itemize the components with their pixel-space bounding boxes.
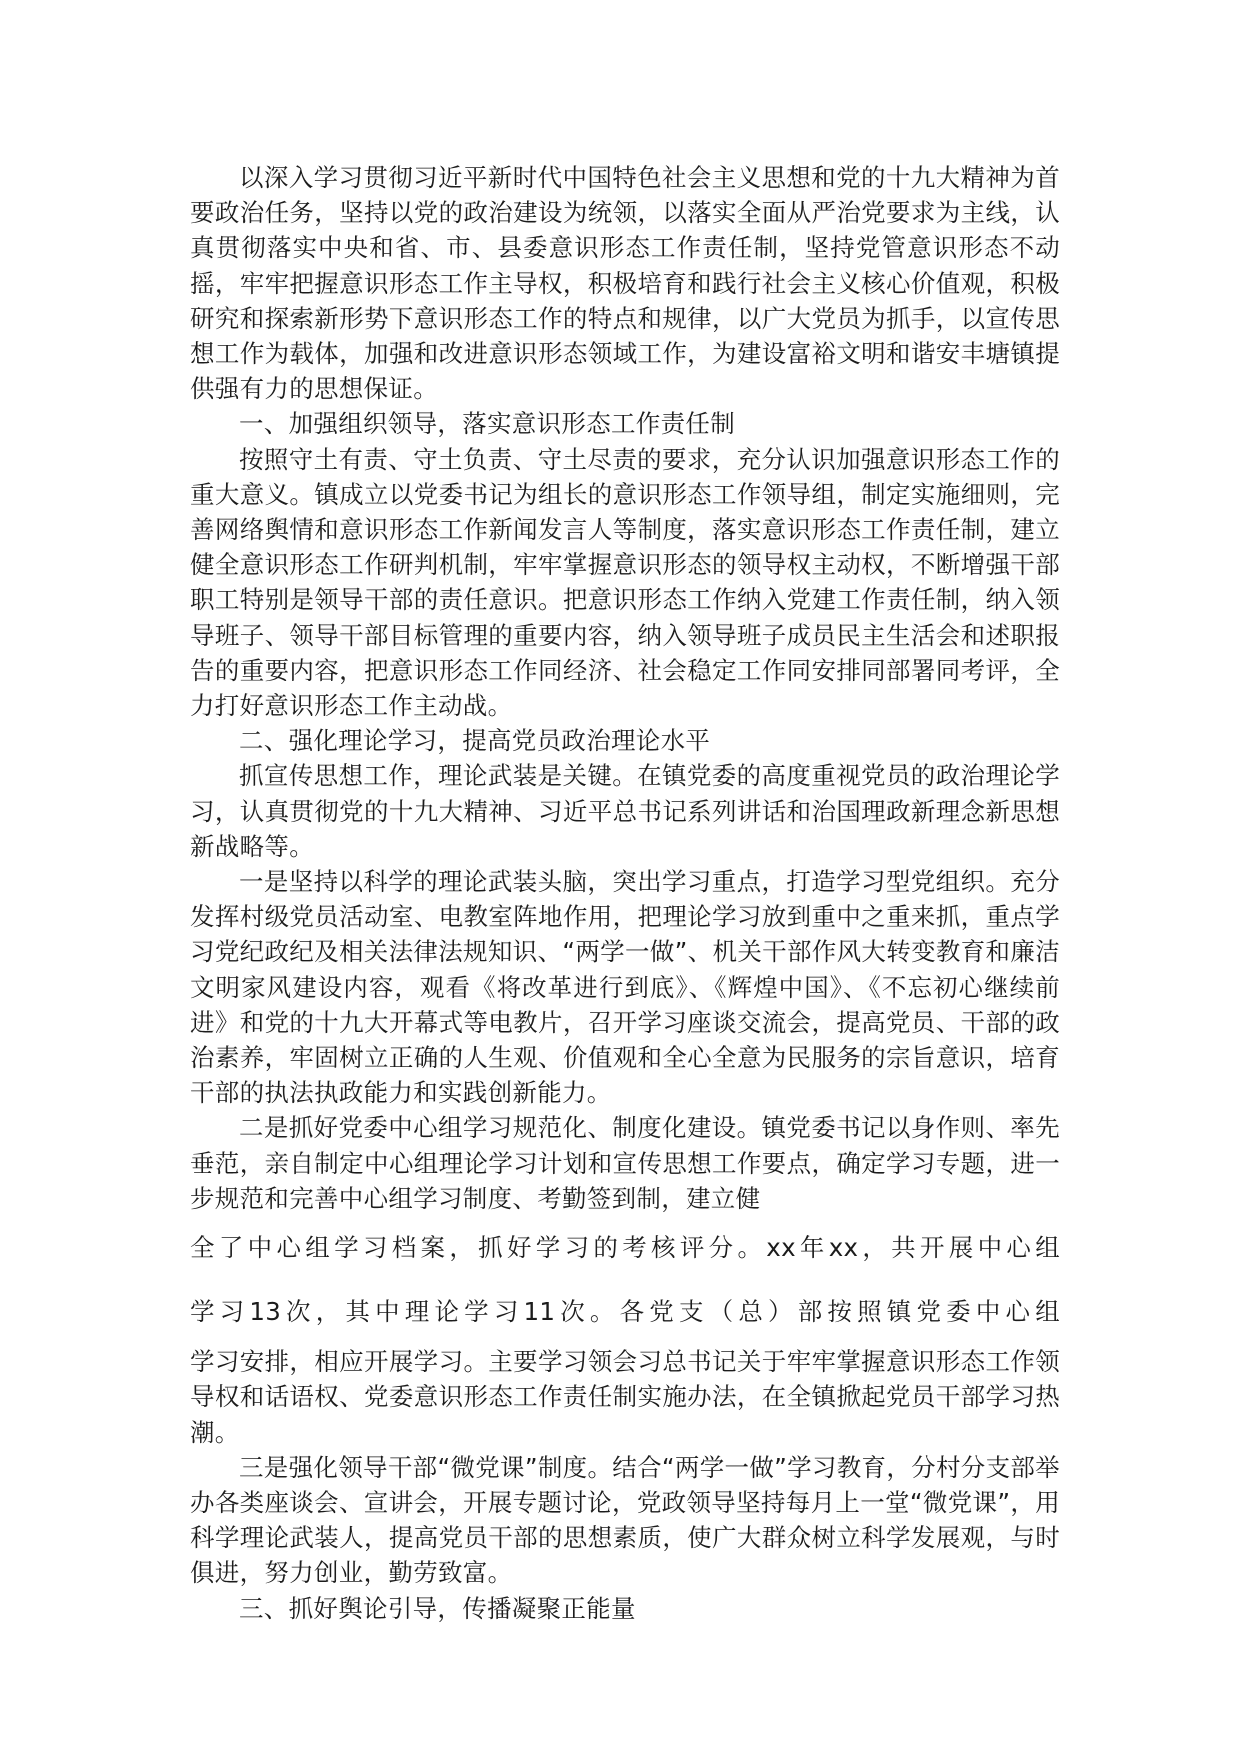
- section-2-intro-paragraph: 抓宣传思想工作，理论武装是关键。在镇党委的高度重视党员的政治理论学习，认真贯彻党的十九大精神、习近平总书记系列讲话和治国理政新理念新思想新战略等。: [190, 761, 1060, 861]
- section-heading-1: 一、加强组织领导，落实意识形态工作责任制: [239, 409, 735, 439]
- section-2-item-2-paragraph: 二是抓好党委中心组学习规范化、制度化建设。镇党委书记以身作则、率先垂范，亲自制定中心组理论学习计划和宣传思想工作要点，确定学习专题，进一步规范和完善中心组学习制度、考勤签到制，建立健: [190, 1113, 1060, 1213]
- section-2-item-2-continuation: 学习安排，相应开展学习。主要学习领会习总书记关于牢牢掌握意识形态工作领导权和话语权、党委意识形态工作责任制实施办法，在全镇掀起党员干部学习热潮。: [190, 1347, 1060, 1447]
- section-1-paragraph: 按照守土有责、守土负责、守土尽责的要求，充分认识加强意识形态工作的重大意义。镇成立以党委书记为组长的意识形态工作领导组，制定实施细则，完善网络舆情和意识形态工作新闻发言人等制度，落实意识形态工作责任制，建立健全意识形态工作研判机制，牢牢掌握意识形态的领导权主动权，不断增强干部职工特别是领导干部的责任意识。把意识形态工作纳入党建工作责任制，纳入领导班子、领导干部目标管理的重要内容，纳入领导班子成员民主生活会和述职报告的重要内容，把意识形态工作同经济、社会稳定工作同安排同部署同考评，全力打好意识形态工作主动战。: [190, 444, 1060, 721]
- section-heading-3: 三、抓好舆论引导，传播凝聚正能量: [239, 1593, 636, 1623]
- section-2-item-3-paragraph: 三是强化领导干部“微党课”制度。结合“两学一做”学习教育，分村分支部举办各类座谈会、宣讲会，开展专题讨论，党政领导坚持每月上一堂“微党课”，用科学理论武装人，提高党员干部的思想素质，使广大群众树立科学发展观，与时俱进，努力创业，勤劳致富。: [190, 1452, 1060, 1588]
- section-2-item-1-paragraph: 一是坚持以科学的理论武装头脑，突出学习重点，打造学习型党组织。充分发挥村级党员活动室、电教室阵地作用，把理论学习放到重中之重来抓，重点学习党纪政纪及相关法律法规知识、“两学一做”、机关干部作风大转变教育和廉洁文明家风建设内容，观看《将改革进行到底》、《辉煌中国》、《不忘初心继续前进》和党的十九大开幕式等电教片，召开学习座谈交流会，提高党员、干部的政治素养，牢固树立正确的人生观、价值观和全心全意为民服务的宗旨意识，培育干部的执法执政能力和实践创新能力。: [190, 867, 1060, 1108]
- intro-paragraph: 以深入学习贯彻习近平新时代中国特色社会主义思想和党的十九大精神为首要政治任务，坚持以党的政治建设为统领，以落实全面从严治党要求为主线，认真贯彻落实中央和省、市、县委意识形态工作责任制，坚持党管意识形态不动摇，牢牢把握意识形态工作主导权，积极培育和践行社会主义核心价值观，积极研究和探索新形势下意识形态工作的特点和规律，以广大党员为抓手，以宣传思想工作为载体，加强和改进意识形态领域工作，为建设富裕文明和谐安丰塘镇提供强有力的思想保证。: [190, 163, 1060, 404]
- document-page: [190, 160, 1060, 1626]
- section-2-item-2-line: 学习13次，其中理论学习11次。各党支（总）部按照镇党委中心组: [190, 1297, 1060, 1327]
- section-heading-2: 二、强化理论学习，提高党员政治理论水平: [239, 726, 711, 756]
- section-2-item-2-line: 全了中心组学习档案，抓好学习的考核评分。xx年xx，共开展中心组: [190, 1233, 1060, 1263]
